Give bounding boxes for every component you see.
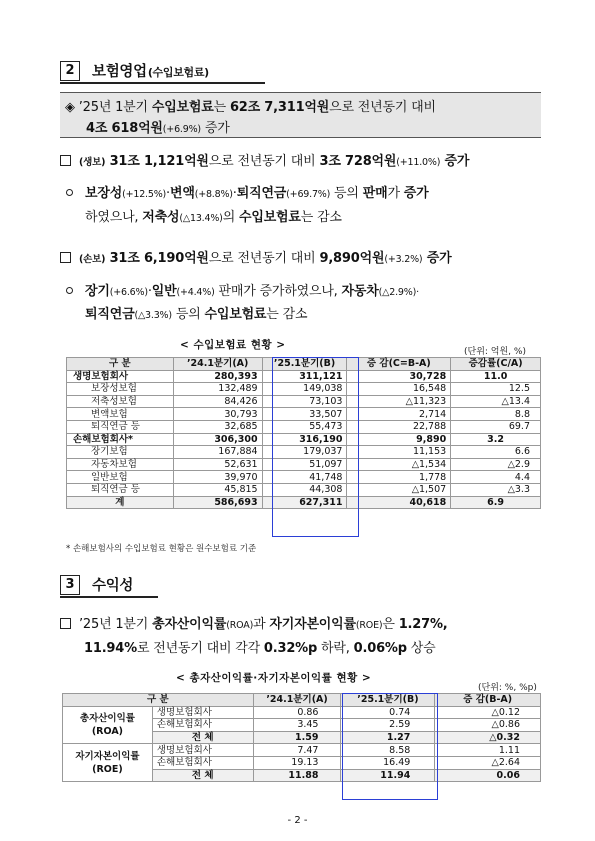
section-3-heading — [60, 574, 133, 595]
table-row: 일반보험 39,970 41,748 1,778 4.4 — [67, 471, 541, 484]
table-row: 퇴직연금 등 45,815 44,308 △1,507 △3.3 — [67, 483, 541, 496]
section-underline — [60, 596, 158, 598]
header-cell: ’25.1분기(B) — [262, 358, 347, 371]
group-label-roa: 총자산이익률 (ROA) — [63, 706, 153, 744]
table-row: 자기자본이익률 (ROE) 생명보험회사 7.47 8.58 1.11 — [63, 744, 541, 757]
table2-unit: (단위: %, %p) — [478, 683, 537, 693]
section-2-heading — [60, 60, 209, 81]
table-row: 전 체 11.88 11.94 0.06 — [63, 769, 541, 782]
table1-unit: (단위: 억원, %) — [464, 347, 526, 357]
nonlife-detail-line-2: 퇴직연금(△3.3%) 등의 수입보험료는 감소 — [85, 307, 308, 322]
profit-summary-line-1: ’25년 1분기 총자산이익률(ROA)과 자기자본이익률(ROE)은 1.27%, — [60, 613, 448, 632]
nonlife-detail-line-1: 장기(+6.6%)·일반(+4.4%) 판매가 증가하였으나, 자동차(△2.9%)· — [66, 280, 419, 299]
table-row: 보장성보험 132,489 149,038 16,548 12.5 — [67, 383, 541, 396]
nonlife-summary: (손보) 31조 6,190억원으로 전년동기 대비 9,890억원(+3.2%) 증가 — [60, 247, 451, 266]
header-cell: ’25.1분기(B) — [341, 694, 435, 707]
header-cell: 증 감(C=B-A) — [347, 358, 451, 371]
table-row: 손해보험회사 3.45 2.59 △0.86 — [63, 719, 541, 732]
table2-caption: < 총자산이익률·자기자본이익률 현황 > — [176, 672, 372, 684]
table-row: 장기보험 167,884 179,037 11,153 6.6 — [67, 446, 541, 459]
diamond-bullet-icon: ◈ — [65, 100, 75, 115]
table1-caption: < 수입보험료 현황 > — [180, 339, 286, 351]
header-cell: ’24.1분기(A) — [173, 358, 262, 371]
section-number: 3 — [60, 575, 80, 595]
section-number: 2 — [60, 61, 80, 81]
circle-bullet-icon — [66, 287, 73, 294]
table-header-row — [63, 694, 541, 707]
header-cell: 구 분 — [67, 358, 174, 371]
section-title: 수익성 — [92, 578, 134, 594]
table-row: 전 체 1.59 1.27 △0.32 — [63, 731, 541, 744]
highlight-line-1: ◈ ’25년 1분기 수입보험료는 62조 7,311억원으로 전년동기 대비 — [65, 100, 436, 115]
life-summary: (생보) 31조 1,121억원으로 전년동기 대비 3조 728억원(+11.0%) 증가 — [60, 150, 469, 169]
table1-footnote: * 손해보험사의 수입보험료 현황은 원수보험료 기준 — [66, 544, 257, 554]
section-underline — [60, 82, 265, 84]
header-cell: 구 분 — [63, 694, 254, 707]
life-detail-line-2: 하였으나, 저축성(△13.4%)의 수입보험료는 감소 — [85, 210, 342, 225]
profitability-table — [62, 693, 541, 782]
header-cell: 증감률(C/A) — [451, 358, 541, 371]
table-header-row — [67, 358, 541, 371]
profit-summary-line-2: 11.94%로 전년동기 대비 각각 0.32%p 하락, 0.06%p 상승 — [84, 641, 436, 656]
table-row: 손해보험회사 19.13 16.49 △2.64 — [63, 756, 541, 769]
table-total-row: 계 586,693 627,311 40,618 6.9 — [67, 496, 541, 509]
square-bullet-icon — [60, 155, 71, 166]
square-bullet-icon — [60, 618, 71, 629]
table-row: 퇴직연금 등 32,685 55,473 22,788 69.7 — [67, 420, 541, 433]
header-cell: ’24.1분기(A) — [253, 694, 341, 707]
premium-table — [66, 357, 541, 509]
page-number: - 2 - — [287, 815, 308, 826]
table-row: 자동차보험 52,631 51,097 △1,534 △2.9 — [67, 458, 541, 471]
table-row: 총자산이익률 (ROA) 생명보험회사 0.86 0.74 △0.12 — [63, 706, 541, 719]
group-label-roe: 자기자본이익률 (ROE) — [63, 744, 153, 782]
section-title: 보험영업(수입보험료) — [92, 64, 209, 80]
table-row: 생명보험회사 280,393 311,121 30,728 11.0 — [67, 370, 541, 383]
circle-bullet-icon — [66, 189, 73, 196]
header-cell: 증 감(B-A) — [435, 694, 541, 707]
table-row: 저축성보험 84,426 73,103 △11,323 △13.4 — [67, 395, 541, 408]
square-bullet-icon — [60, 252, 71, 263]
table-row: 변액보험 30,793 33,507 2,714 8.8 — [67, 408, 541, 421]
life-detail-line-1: 보장성(+12.5%)·변액(+8.8%)·퇴직연금(+69.7%) 등의 판매가 증가 — [66, 182, 428, 201]
highlight-line-2: 4조 618억원(+6.9%) 증가 — [86, 121, 230, 136]
table-row: 손해보험회사* 306,300 316,190 9,890 3.2 — [67, 433, 541, 446]
